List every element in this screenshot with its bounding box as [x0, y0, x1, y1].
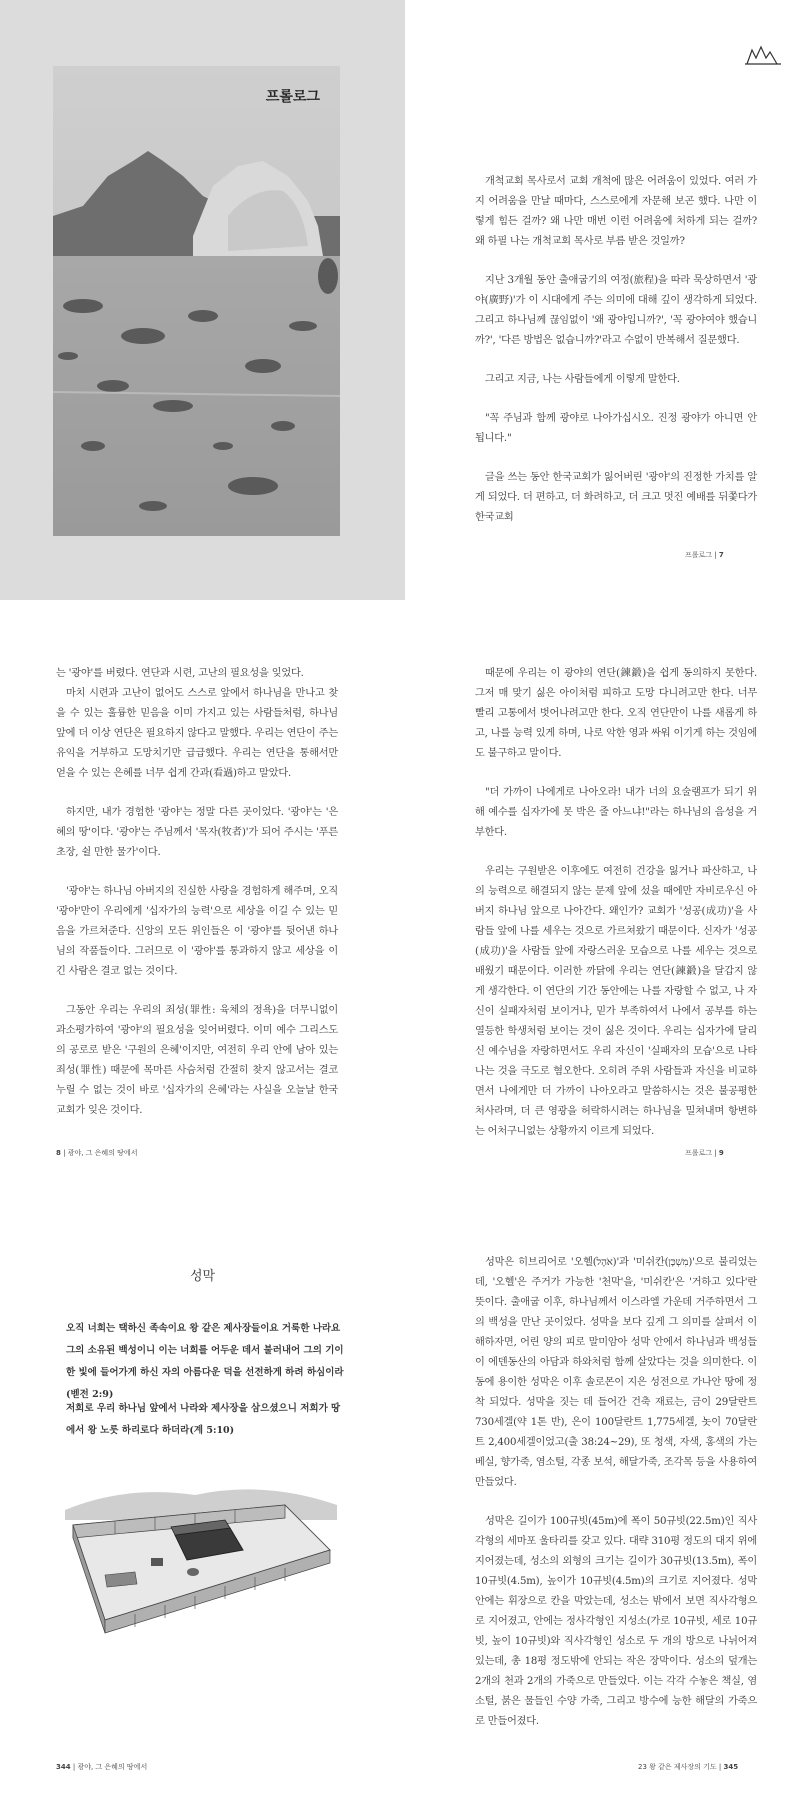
bible-verse: 오직 너희는 택하신 족속이요 왕 같은 제사장들이요 거룩한 나라요 그의 소유된 백성이니 이는 너희를 어두운 데서 불러내어 그의 기이한 빛에 들어가게 하신 자의 아름다운 덕을 선전하게 하려 하심이라(벧전 2:9): [66, 1323, 344, 1400]
page-footer-9: [685, 1148, 724, 1158]
footer-separator: |: [72, 1763, 76, 1771]
paragraph: 지난 3개월 동안 출애굽기의 여정(旅程)을 따라 묵상하면서 '광야(廣野)'가 이 시대에게 주는 의미에 대해 깊이 생각하게 되었다. 그리고 하나님께 끊임없이 '왜 광야입니까?', '꼭 광야여야 했습니까?', '다른 방법은 없습니까?'라고 수없이 반복해서 질문했다.: [475, 275, 757, 346]
left-page-panel: [0, 0, 405, 600]
bible-verse: 저희로 우리 하나님 앞에서 나라와 제사장을 삼으셨으니 저희가 땅에서 왕 노릇 하리로다 하더라(계 5:10): [66, 1403, 341, 1436]
page-footer-345: [638, 1762, 738, 1772]
spread-prologue: [0, 0, 810, 600]
paragraph: 성막은 히브리어로 '오헬(אֹהֶל)'과 '미쉬칸(מִשְׁכָּן)'으로 불리었는데, '오헬'은 주거가 가능한 '천막'을, '미쉬칸'은 '거하고 있다'란 뜻이다. 출애굽 이후, 하나님께서 이스라엘 가운데 거주하면서 그의 백성을 만난 곳이었다. 성막을 보다 깊게 그 의미를 살펴서 이해하자면, 어린 양의 피로 말미암아 성막 안에서 하나님과 백성들이 에덴동산의 아담과 하와처럼 함께 살았다는 것을 의미한다. 이동에 용이한 성막은 이후 솔로몬이 지은 성전으로 가나안 땅에 정착 되었다. 성막을 짓는 데 들어간 건축 재료는, 금이 29달란트 730세겔(약 1톤 반), 은이 100달란트 1,775세겔, 놋이 70달란트 2,400세겔이었고(출 38:24~29), 또 청색, 자색, 홍색의 가는 베실, 향가죽, 염소털, 각종 보석, 해달가죽, 조각목 등을 사용하여 만들었다.: [475, 1257, 757, 1488]
prologue-text-column: [475, 172, 757, 547]
paragraph: 성막은 길이가 100규빗(45m)에 폭이 50규빗(22.5m)인 직사각형의 세마포 울타리를 갖고 있다. 대략 310평 정도의 대지 위에 지어졌는데, 성소의 외형의 크기는 길이가 30규빗(13.5m), 폭이 10규빗(4.5m), 높이가 10규빗(4.5m)의 크기로 지어졌다. 성막 안에는 휘장으로 칸을 막았는데, 성소는 밖에서 보면 직사각형으로 지어졌고, 안에는 정사각형인 지성소(가로 10규빗, 세로 10규빗, 높이 10규빗)와 직사각형인 성소로 두 개의 방으로 나뉘어져 있는데, 총 18평 정도밖에 안되는 작은 장막이다. 성소의 덮개는 2개의 천과 2개의 가죽으로 만들었다. 이는 각각 수놓은 책실, 염소털, 붉은 물들인 수양 가죽, 그리고 방수에 능한 해달의 가죽으로 만들어졌다.: [475, 1516, 757, 1727]
page-number: 9: [718, 1149, 724, 1157]
paragraph: 우리는 구원받은 이후에도 여전히 건강을 잃거나 파산하고, 나의 능력으로 해결되지 않는 문제 앞에 섰을 때에만 자비로우신 아버지 하나님 앞으로 나아간다. 왜인가? 교회가 '성공(成功)'을 사람들 앞에 나를 세우는 것으로 가르쳐왔기 때문이다. 신자가 '성공(成功)'을 사람들 앞에 자랑스러운 모습으로 나를 세우는 것으로 배웠기 때문이다. 이러한 까닭에 우리는 연단(鍊鍛)을 달갑지 않게 생각한다. 이 연단의 기간 동안에는 나를 자랑할 수 없고, 나 자신이 실패자처럼 보이거나, 믿가 부족하여서 나에서 공부를 하는 열등한 학생처럼 보이는 것이 싫은 것이다. 우리는 십자가에 달리신 예수님을 자랑하면서도 우리 자신이 '실패자의 모습'으로 나타나는 것을 극도로 혐오한다. 오히려 주위 사람들과 자신을 비교하면서 나에게만 더 가까이 나아오라고 말씀하시는 것은 불공평한 처사라며, 더 큰 영광을 허락하시려는 하나님을 밀쳐내며 항변하는 어처구니없는 상황까지 이르게 되었다.: [475, 866, 757, 1137]
paragraph: 그리고 지금, 나는 사람들에게 이렇게 말한다.: [485, 374, 680, 385]
footer-separator: |: [714, 1149, 717, 1157]
footer-label: 광야, 그 은혜의 땅에서: [77, 1763, 148, 1771]
page-number: 345: [723, 1763, 739, 1771]
page-number: 344: [56, 1763, 71, 1771]
footer-separator: |: [718, 1763, 722, 1771]
footer-label: 프롤로그: [685, 1149, 713, 1157]
paragraph: 때문에 우리는 이 광야의 연단(鍊鍛)을 쉽게 동의하지 못한다. 그저 매 맞기 싫은 아이처럼 피하고 도망 다니려고만 한다. 너무 빨리 고통에서 벗어나려고만 한다. 오직 연단만이 나를 새롭게 하고, 나를 능력 있게 하며, 나로 악한 영과 싸워 이기게 하는 것임에도 불구하고 말이다.: [475, 668, 757, 759]
section-title: 성막: [189, 1269, 216, 1284]
mountain-logo-icon: [744, 44, 782, 66]
prologue-title: 프롤로그: [265, 89, 320, 105]
footer-separator: |: [714, 551, 717, 559]
paragraph: "꼭 주님과 함께 광야로 나아가십시오. 진정 광야가 아니면 안 됩니다.": [475, 413, 757, 444]
paragraph: "더 가까이 나에게로 나아오라! 내가 너의 요술램프가 되기 위해 예수를 십자가에 못 박은 줄 아느냐!"라는 하나님의 음성을 거부한다.: [475, 787, 757, 838]
paragraph: '광야'는 하나님 아버지의 진실한 사랑을 경험하게 해주며, 오직 '광야'만이 우리에게 '십자가의 능력'으로 세상을 이길 수 있는 믿음을 가르쳐준다. 신앙의 모든 위인들은 이 '광야'를 뒷어낸 하나님의 작품들이다. 그러므로 이 '광야'를 통과하지 않고 세상을 이긴 사람은 결코 없는 것이다.: [56, 886, 338, 977]
tabernacle-illustration: [65, 1480, 337, 1635]
paragraph: 그동안 우리는 우리의 죄성(罪性: 육체의 정욕)을 더무니없이 과소평가하여 '광야'의 필요성을 잊어버렸다. 이미 예수 그리스도의 공로로 받은 '구원의 은혜'이지만, 여전히 우리 안에 남아 있는 죄성(罪性) 때문에 목마른 사슴처럼 간절히 찾지 않고서는 결코 누릴 수 없는 것이 바로 '십자가의 은혜'라는 사실을 오늘날 한국교회가 잊은 것이다.: [56, 1005, 338, 1116]
paragraph: 마치 시련과 고난이 없어도 스스로 앞에서 하나님을 만나고 찾을 수 있는 훌륭한 믿음을 이미 가지고 있는 사람들처럼, 하나님 앞에 더 이상 연단은 필요하지 않다고 말했다. 우리는 연단이 주는 유익을 거부하고 도망치기만 급급했다. 우리는 연단을 통해서만 얻을 수 있는 은혜를 너무 쉽게 간과(看過)하고 말았다.: [56, 688, 338, 779]
footer-separator: |: [63, 1149, 66, 1157]
tabernacle-text-column: [475, 1253, 757, 1751]
page-footer-344: [56, 1762, 147, 1772]
paragraph: 하지만, 내가 경험한 '광야'는 정말 다른 곳이었다. '광야'는 '은혜의 땅'이다. '광야'는 주님께서 '목자(牧者)'가 되어 주시는 '푸른 초장, 쉴 만한 물가'이다.: [56, 807, 338, 858]
page-number: 8: [56, 1149, 61, 1157]
page-number: 7: [718, 551, 724, 559]
page-footer-7: [685, 550, 724, 560]
paragraph: 는 '광야'를 버렸다. 연단과 시련, 고난의 필요성을 잊었다.: [56, 668, 304, 679]
page-footer-8: [56, 1148, 137, 1158]
desert-photo: [53, 66, 340, 536]
desert-landscape-image: [53, 66, 340, 536]
footer-label: 프롤로그: [685, 551, 713, 559]
spread-prologue-cont: [0, 600, 810, 1200]
right-text-column: [475, 664, 757, 1161]
paragraph: 글을 쓰는 동안 한국교회가 잃어버린 '광야'의 진정한 가치를 알게 되었다. 더 편하고, 더 화려하고, 더 크고 멋진 예배를 뒤쫓다가 한국교회: [475, 472, 757, 523]
left-text-column: [56, 664, 338, 1140]
footer-label: 광야, 그 은혜의 땅에서: [67, 1149, 138, 1157]
footer-label: 23 왕 같은 제사장의 기도: [638, 1763, 717, 1771]
paragraph: 개척교회 목사로서 교회 개척에 많은 어려움이 있었다. 여러 가지 어려움을 만날 때마다, 스스로에게 자문해 보곤 했다. 나만 이렇게 힘든 걸까? 왜 나만 매번 이런 어려움에 처하게 되는 걸까? 왜 하필 나는 개척교회 목사로 부름 받은 것일까?: [475, 176, 757, 247]
